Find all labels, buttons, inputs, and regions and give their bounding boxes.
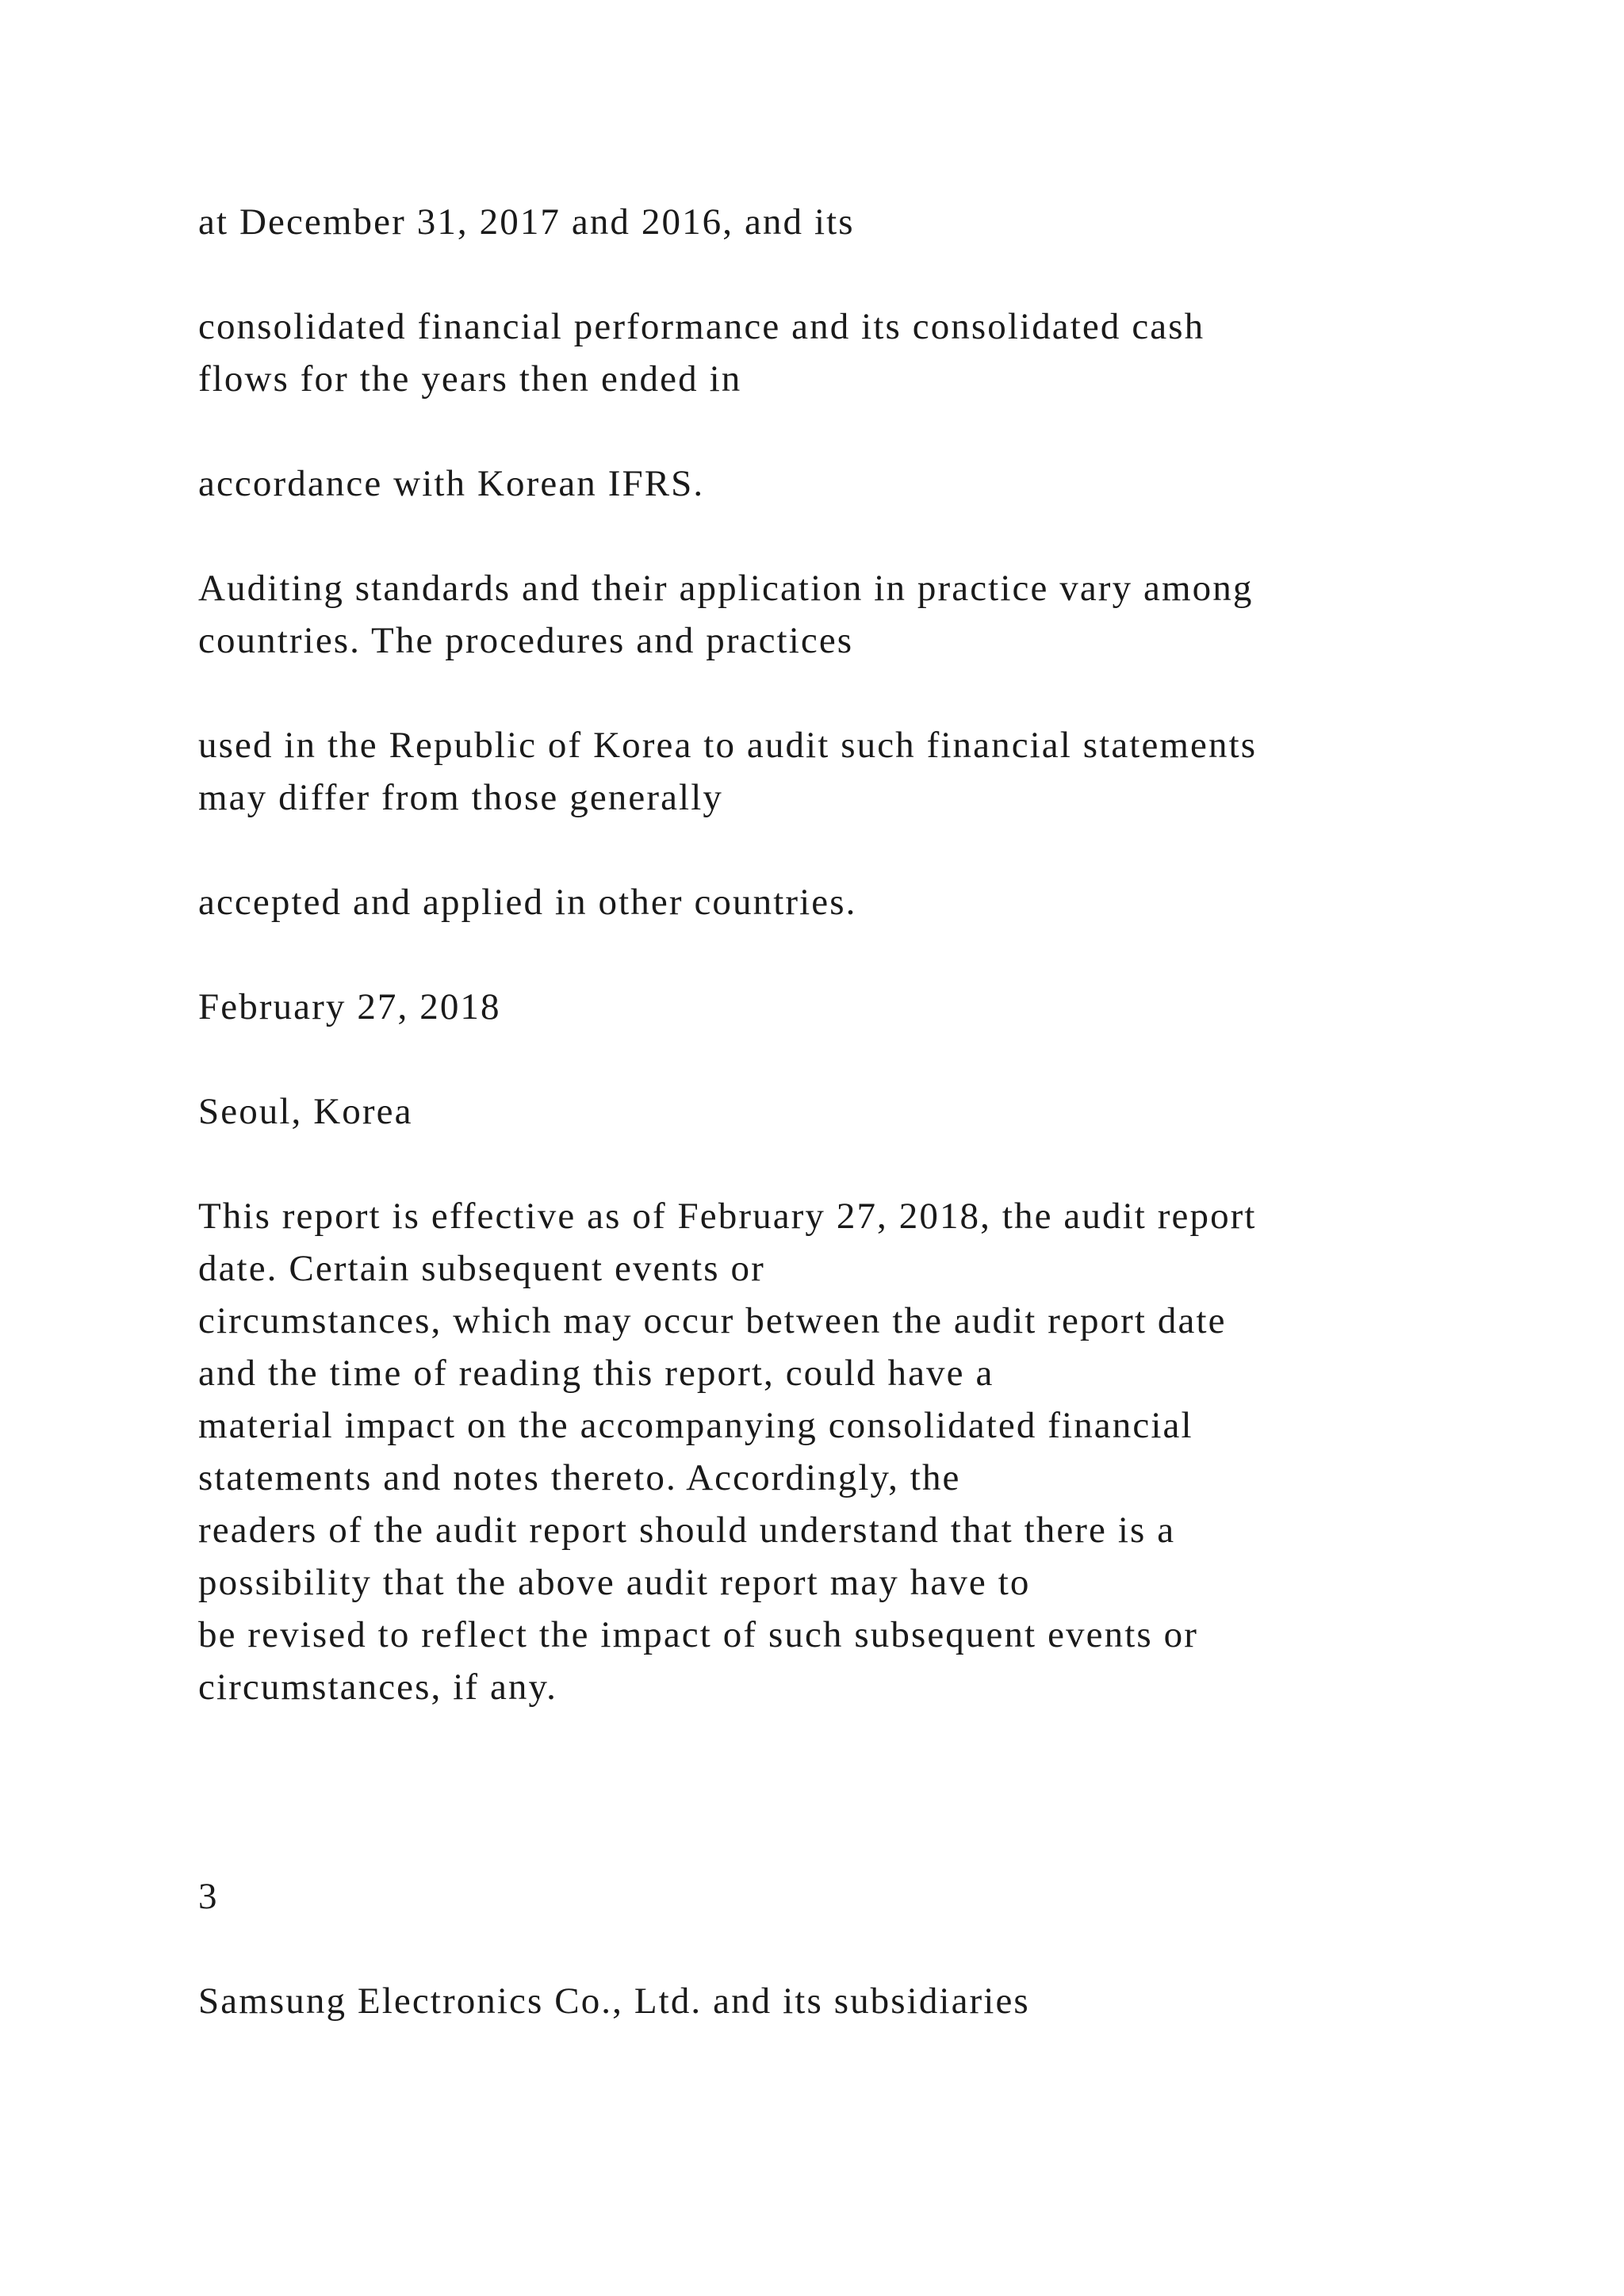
paragraph-effective-line-9: be revised to reflect the impact of such subsequent events or xyxy=(198,1614,1198,1655)
paragraph-effective-line-5: material impact on the accompanying consolidated financial xyxy=(198,1405,1193,1446)
paragraph-standards-line-1: Auditing standards and their application in practice vary among xyxy=(198,568,1254,609)
paragraph-korea-line-1: used in the Republic of Korea to audit such financial statements xyxy=(198,725,1258,766)
paragraph-effective-line-3: circumstances, which may occur between the audit report date xyxy=(198,1300,1227,1341)
paragraph-effective-line-8: possibility that the above audit report may have to xyxy=(198,1562,1031,1603)
report-date: February 27, 2018 xyxy=(198,986,501,1027)
company-heading: Samsung Electronics Co., Ltd. and its subsidiaries xyxy=(198,1980,1030,2022)
page-number: 3 xyxy=(198,1876,219,1917)
paragraph-performance-line-1: consolidated financial performance and its consolidated cash xyxy=(198,306,1205,347)
paragraph-ifrs: accordance with Korean IFRS. xyxy=(198,463,705,504)
paragraph-effective-line-7: readers of the audit report should understand that there is a xyxy=(198,1510,1176,1551)
paragraph-performance-line-2: flows for the years then ended in xyxy=(198,358,742,400)
report-location: Seoul, Korea xyxy=(198,1091,413,1132)
paragraph-standards-line-2: countries. The procedures and practices xyxy=(198,620,854,661)
paragraph-korea-line-2: may differ from those generally xyxy=(198,777,723,818)
paragraph-other-countries: accepted and applied in other countries. xyxy=(198,882,857,923)
paragraph-effective-line-1: This report is effective as of February 27, 2018, the audit report xyxy=(198,1196,1257,1237)
paragraph-balance-date: at December 31, 2017 and 2016, and its xyxy=(198,201,855,243)
paragraph-effective-line-2: date. Certain subsequent events or xyxy=(198,1248,765,1289)
paragraph-effective-line-6: statements and notes thereto. Accordingly, the xyxy=(198,1457,961,1498)
paragraph-effective-line-4: and the time of reading this report, could have a xyxy=(198,1353,994,1394)
paragraph-effective-line-10: circumstances, if any. xyxy=(198,1667,557,1708)
